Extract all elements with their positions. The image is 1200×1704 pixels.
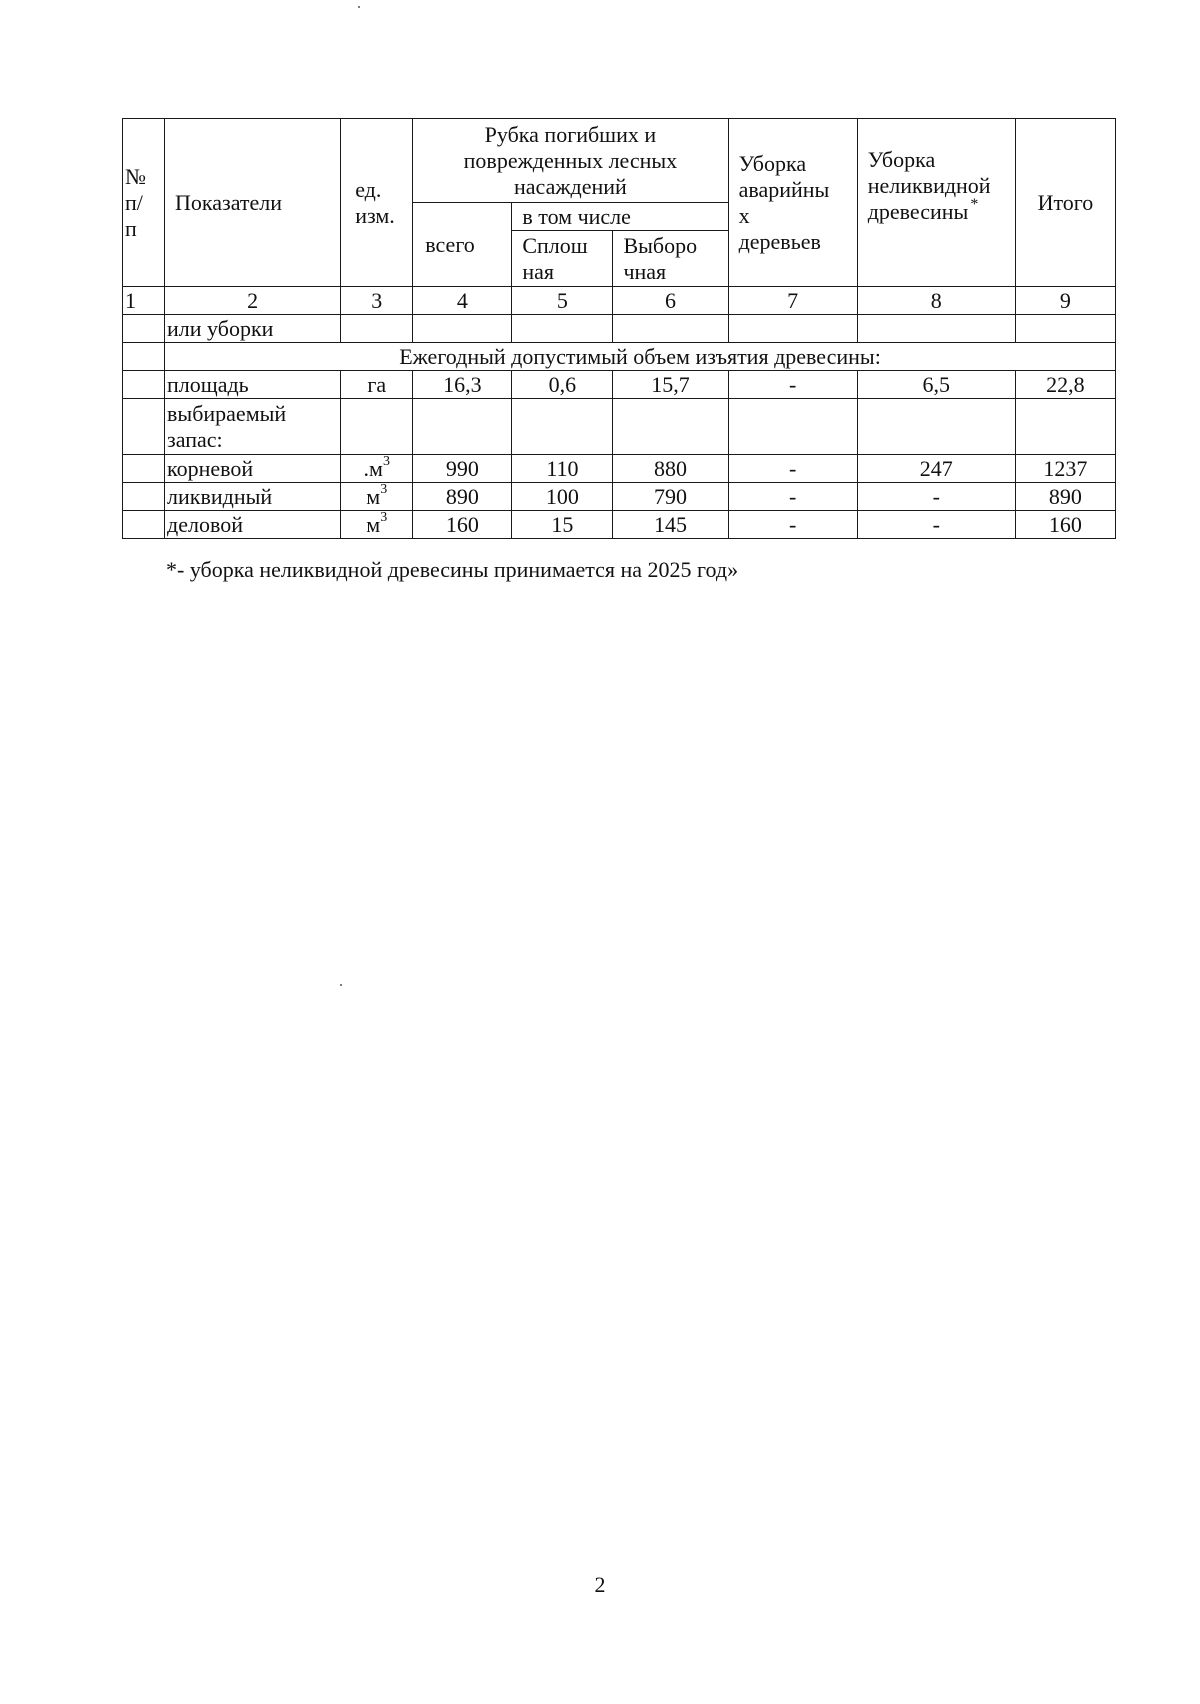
table-cell [413,315,512,343]
row-label: ликвидный [165,483,341,511]
cell-selective [613,399,728,455]
table-row [123,371,1116,399]
table-cell [123,483,165,511]
cell-emergency: - [728,511,857,539]
header-emergency-line: х [738,202,750,228]
table-row [123,399,1116,455]
row-unit [341,483,413,511]
cell-grand-total: 890 [1015,483,1115,511]
cell-clear [512,399,613,455]
cell-selective: 145 [613,511,728,539]
unit-text: га [367,371,387,397]
header-number-line: № [125,163,146,189]
column-number: 7 [728,287,857,315]
unit-text: м [366,511,381,537]
table-cell [857,315,1015,343]
unit-exponent: 3 [382,454,390,470]
column-number: 1 [123,287,165,315]
table-cell [1015,315,1115,343]
table-row [123,483,1116,511]
row-unit [341,455,413,483]
table-cell [123,315,165,343]
header-illiquid-line [867,196,1011,228]
column-number: 3 [341,287,413,315]
header-number-line: п [125,215,137,241]
cell-total: 990 [413,455,512,483]
row-unit [341,371,413,399]
footnote-marker: * [970,196,979,213]
cell-grand-total: 160 [1015,511,1115,539]
header-emergency-line: Уборка [738,150,807,176]
header-row-1 [123,119,1116,203]
column-number: 6 [613,287,728,315]
header-grand-total: Итого [1015,119,1115,287]
table-cell [123,371,165,399]
cell-clear: 110 [512,455,613,483]
unit-exponent: 3 [380,482,388,498]
cell-total: 890 [413,483,512,511]
page-number: 2 [594,1572,606,1597]
cell-selective: 15,7 [613,371,728,399]
column-number: 8 [857,287,1015,315]
cell-selective: 790 [613,483,728,511]
cell-grand-total: 1237 [1015,455,1115,483]
unit-text: .м [363,455,383,481]
header-illiquid-line: Уборка [867,147,936,172]
header-total: всего [413,203,512,287]
cell-emergency [728,399,857,455]
cell-grand-total: 22,8 [1015,371,1115,399]
table-row [123,511,1116,539]
header-illiquid [857,119,1015,287]
table-cell [341,315,413,343]
cell-illiquid: - [857,483,1015,511]
header-including: в том числе [512,203,728,231]
cell-emergency: - [728,371,857,399]
cell-clear: 0,6 [512,371,613,399]
unit-exponent: 3 [380,510,388,526]
cell-illiquid [857,399,1015,455]
cell-grand-total [1015,399,1115,455]
table-cell [123,343,165,371]
cell-total [413,399,512,455]
cell-illiquid: 247 [857,455,1015,483]
header-selective-line: чная [623,258,667,284]
header-indicators: Показатели [165,119,341,287]
table-cell [123,511,165,539]
header-clear [512,231,613,287]
section-row [123,343,1116,371]
header-clear-line: Сплош [522,232,588,258]
row-label: площадь [165,371,341,399]
table-cell [512,315,613,343]
header-felling-line: Рубка погибших и [484,122,657,147]
row-label: выбираемый запас: [165,399,341,455]
scan-speck [340,984,342,986]
table-cell [123,399,165,455]
table-cell [613,315,728,343]
header-selective [613,231,728,287]
unit-text: м [366,483,381,509]
header-unit-line: изм. [355,202,395,228]
header-felling [413,119,728,203]
cell-illiquid: 6,5 [857,371,1015,399]
table-row [123,455,1116,483]
cell-clear: 100 [512,483,613,511]
column-number-row [123,287,1116,315]
cell-clear: 15 [512,511,613,539]
column-number: 9 [1015,287,1115,315]
header-number-line: п/ [125,189,143,215]
cell-total: 160 [413,511,512,539]
cell-illiquid: - [857,511,1015,539]
cell-selective: 880 [613,455,728,483]
table-cell [123,455,165,483]
header-selective-line: Выборо [623,232,698,258]
header-felling-line: насаждений [514,174,627,199]
section-title: Ежегодный допустимый объем изъятия древесины: [165,343,1116,371]
cell-total: 16,3 [413,371,512,399]
header-emergency-line: деревьев [738,228,821,254]
footnote: *- уборка неликвидной древесины принимается на 2025 год» [166,557,739,582]
row-unit [341,511,413,539]
continuation-label: или уборки [165,315,341,343]
column-number: 2 [165,287,341,315]
header-illiquid-line: неликвидной [867,173,991,198]
column-number: 4 [413,287,512,315]
row-label: деловой [165,511,341,539]
header-emergency-line: аварийны [738,176,830,202]
header-felling-line: поврежденных лесных [463,148,678,173]
header-emergency [728,119,857,287]
cell-emergency: - [728,483,857,511]
continuation-row [123,315,1116,343]
row-label: корневой [165,455,341,483]
row-unit [341,399,413,455]
header-unit [341,119,413,287]
cell-emergency: - [728,455,857,483]
header-clear-line: ная [522,258,555,284]
timber-harvest-table [122,118,1116,539]
column-number: 5 [512,287,613,315]
header-unit-line: ед. [355,176,382,202]
table-cell [728,315,857,343]
scan-speck [358,6,360,8]
header-number [123,119,165,287]
header-illiquid-text: древесины [867,199,969,224]
